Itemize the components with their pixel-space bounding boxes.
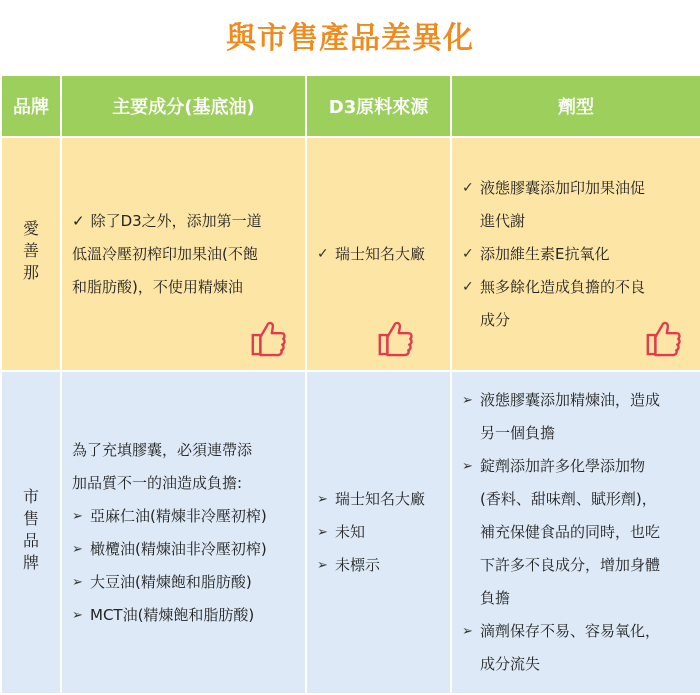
list-item: ✓ 液態膠囊添加印加果油促 進代謝 bbox=[462, 172, 690, 238]
check-icon: ✓ bbox=[462, 179, 474, 196]
header-ingredients: 主要成分(基底油) bbox=[61, 75, 306, 137]
brand-name: 市售品牌 bbox=[22, 486, 39, 572]
arrow-bullet-icon: ➢ bbox=[72, 541, 83, 557]
ingredient-line: 加品質不一的油造成負擔: bbox=[72, 473, 243, 492]
ingredient-line: ✓ 除了D3之外，添加第一道 bbox=[72, 211, 262, 230]
ingredients-cell bbox=[61, 371, 306, 694]
header-d3-source: D3原料來源 bbox=[306, 75, 451, 137]
d3-source-cell bbox=[306, 137, 451, 371]
list-item: ➢ MCT油(精煉飽和脂肪酸) bbox=[72, 599, 295, 632]
list-item: ➢ 橄欖油(精煉油非冷壓初榨) bbox=[72, 533, 295, 566]
page-title: 與市售產品差異化 bbox=[226, 21, 474, 56]
arrow-bullet-icon: ➢ bbox=[462, 459, 473, 474]
brand-cell bbox=[1, 137, 61, 371]
brand-cell bbox=[1, 371, 61, 694]
check-icon: ✓ bbox=[72, 211, 85, 230]
list-item: ➢ 錠劑添加許多化學添加物 (香料、甜味劑、賦形劑)， 補充保健食品的同時，也吃 下許多不良成分，增加身體 負擔 bbox=[462, 450, 690, 615]
list-item: ➢ 亞麻仁油(精煉非冷壓初榨) bbox=[72, 500, 295, 533]
arrow-bullet-icon: ➢ bbox=[72, 607, 83, 623]
list-item: ➢ 滴劑保存不易、容易氧化， 成分流失 bbox=[462, 615, 690, 681]
ingredient-line: 和脂肪酸)，不使用精煉油 bbox=[72, 277, 243, 296]
dosage-cell bbox=[451, 371, 700, 694]
list-item: ✓ 添加維生素E抗氧化 bbox=[462, 238, 690, 271]
thumbs-up-icon bbox=[376, 316, 414, 358]
header-dosage: 劑型 bbox=[451, 75, 700, 137]
arrow-bullet-icon: ➢ bbox=[72, 508, 83, 524]
check-icon: ✓ bbox=[317, 245, 329, 262]
list-item: ➢ 未標示 bbox=[317, 549, 440, 582]
table-header-row bbox=[1, 75, 700, 137]
table-row bbox=[1, 371, 700, 694]
brand-name: 愛善那 bbox=[22, 219, 39, 282]
ingredient-line: 低溫冷壓初榨印加果油(不飽 bbox=[72, 244, 258, 263]
arrow-bullet-icon: ➢ bbox=[72, 574, 83, 590]
check-icon: ✓ bbox=[462, 245, 474, 262]
thumbs-up-icon bbox=[644, 316, 682, 358]
list-item: ✓ 無多餘化造成負擔的不良 成分 bbox=[462, 271, 690, 337]
ingredients-cell bbox=[61, 137, 306, 371]
list-item: ➢ 未知 bbox=[317, 516, 440, 549]
arrow-bullet-icon: ➢ bbox=[462, 624, 473, 639]
d3-source-cell bbox=[306, 371, 451, 694]
check-icon: ✓ bbox=[462, 278, 474, 295]
header-brand: 品牌 bbox=[1, 75, 61, 137]
list-item: ✓ 瑞士知名大廠 bbox=[317, 238, 440, 271]
ingredient-line: 為了充填膠囊，必須連帶添 bbox=[72, 440, 253, 459]
dosage-cell bbox=[451, 137, 700, 371]
list-item: ➢ 瑞士知名大廠 bbox=[317, 483, 440, 516]
arrow-bullet-icon: ➢ bbox=[462, 393, 473, 408]
arrow-bullet-icon: ➢ bbox=[317, 525, 328, 540]
list-item: ➢ 大豆油(精煉飽和脂肪酸) bbox=[72, 566, 295, 599]
comparison-table bbox=[0, 74, 700, 695]
arrow-bullet-icon: ➢ bbox=[317, 492, 328, 507]
table-row bbox=[1, 137, 700, 371]
thumbs-up-icon bbox=[249, 316, 287, 358]
arrow-bullet-icon: ➢ bbox=[317, 558, 328, 573]
list-item: ➢ 液態膠囊添加精煉油，造成 另一個負擔 bbox=[462, 384, 690, 450]
